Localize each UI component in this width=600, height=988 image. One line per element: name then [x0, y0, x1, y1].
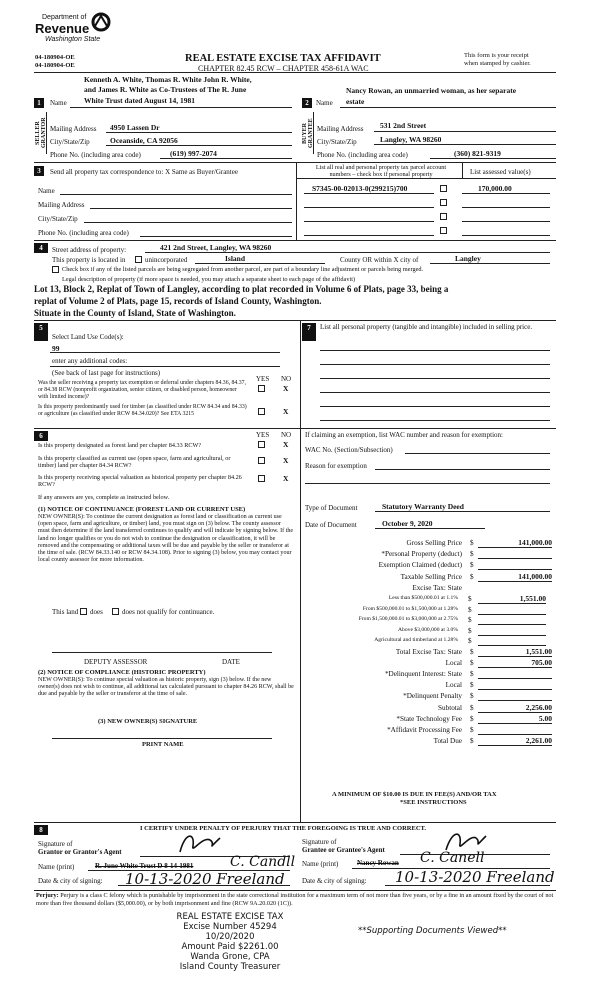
grantor-sig-label-1: Signature of	[38, 840, 73, 848]
see-instructions: *SEE INSTRUCTIONS	[400, 799, 467, 806]
see-back-note: (See back of last page for instructions)	[52, 369, 161, 377]
tax-row-line	[478, 558, 552, 559]
tax-row-label: *Delinquent Interest: State	[384, 669, 462, 678]
section-6-marker: 6	[34, 431, 48, 441]
tax-row-label: From $500,000.01 to $1,500,000 at 1.28%	[362, 605, 458, 612]
county-label: County OR within X city of	[340, 256, 419, 264]
grantee-date-city[interactable]: 10-13-2020 Freeland	[395, 868, 555, 886]
tax-row-line	[478, 603, 546, 604]
dollar-sign: $	[470, 681, 474, 690]
section-5-marker: 5	[34, 323, 48, 341]
seller-name-line2: and James R. White as Co-Trustees of The R. June	[84, 85, 247, 94]
tax-row-line	[478, 734, 552, 735]
buyer-phone-label: Phone No. (including area code)	[317, 151, 408, 159]
tax-row-label: Total Excise Tax: State	[395, 647, 462, 656]
s6-question-2: Is this property classified as current use (open space, farm and agricultural, or timber) land per chapter 84.34 RCW?	[38, 455, 231, 469]
buyer-city-label: City/State/Zip	[317, 138, 357, 146]
tax-row-value[interactable]: 2,256.00	[525, 702, 552, 712]
s5-q2-answer: X	[283, 407, 289, 416]
grantor-name[interactable]: R. June White Trust D 8-14-1981	[95, 862, 194, 870]
s5-question-1: Was the seller receiving a property tax exemption or deferral under chapters 84.36, 84.37, or 84.38 RCW (nonprofit organization, senior citizen, or disabled person, homeowner with limited income)?	[38, 380, 246, 400]
section-3-marker: 3	[34, 166, 44, 176]
s5-no-header: NO	[281, 375, 292, 383]
tax-row-value[interactable]: 141,000.00	[518, 571, 552, 581]
section-8-marker: 8	[34, 825, 48, 835]
buyer-side-label: BUYER GRANTEE	[302, 118, 314, 148]
parcel-header-1: List all real and personal property tax parcel account	[315, 164, 447, 171]
tax-row-label: *State Technology Fee	[396, 714, 462, 723]
certify-statement: I CERTIFY UNDER PENALTY OF PERJURY THAT THE FOREGOING IS TRUE AND CORRECT.	[140, 825, 427, 832]
segregated-checkbox[interactable]	[52, 266, 59, 273]
tax-row-label: Local	[445, 658, 462, 667]
dollar-sign: $	[470, 658, 474, 667]
seller-city[interactable]: Oceanside, CA 92056	[110, 136, 178, 145]
section-1-marker: 1	[34, 98, 44, 108]
doc-type[interactable]: Statutory Warranty Deed	[382, 502, 464, 511]
s6-no-header: NO	[281, 431, 292, 439]
notice-2-title: (2) NOTICE OF COMPLIANCE (HISTORIC PROPERTY)	[38, 669, 206, 676]
logo-line3: Washington State	[45, 36, 101, 43]
does-label: does	[90, 608, 103, 616]
parcel-checkbox-4[interactable]	[440, 227, 447, 234]
legal-line1: Lot 13, Block 2, Replat of Town of Langley, according to plat recorded in Volume 6 of Plats, page 33, being a	[34, 284, 449, 294]
assessed-value[interactable]: 170,000.00	[478, 184, 512, 193]
perjury-text: Perjury is a class C felony which is punishable by imprisonment in the state correctional institution for a maximum term of not more than five years, or by a fine in an amount fixed by the court of not more than five thousand dollars ($5,000.00), or by both imprisonment and fine (RCW 9A.20.020 (1C)).	[36, 892, 554, 907]
tax-row-line	[478, 614, 546, 615]
logo-line1: Department of	[42, 14, 87, 21]
property-street[interactable]: 421 2nd Street, Langley, WA 98260	[160, 243, 272, 252]
stamp-line3: 10/20/2020	[205, 932, 255, 942]
s5-q1-answer: X	[283, 384, 289, 393]
parcel-checkbox-3[interactable]	[440, 213, 447, 220]
tax-row-line	[478, 547, 552, 548]
buyer-city[interactable]: Langley, WA 98260	[380, 135, 442, 144]
grantor-name-handwritten: C. Candll	[230, 854, 296, 870]
tax-row-line	[478, 689, 552, 690]
tax-row-line	[478, 678, 552, 679]
dollar-sign: $	[470, 692, 474, 701]
s5-question-2: Is this property predominantly used for timber (as classified under RCW 84.34 and 84.33) or agriculture (as classified under RCW 84.34.020)? See ETA 3215	[38, 404, 247, 417]
segregated-text: Check box if any of the listed parcels are being segregated from another parcel, are part of a boundary line adjustment or parcels being merged.	[62, 266, 424, 273]
tax-row-line	[478, 624, 546, 625]
tax-row-label: Gross Selling Price	[406, 539, 462, 547]
tax-row-label: Subtotal	[438, 703, 462, 712]
tax-row-line	[478, 712, 552, 713]
s5-yes-header: YES	[256, 375, 270, 383]
seller-city-label: City/State/Zip	[50, 138, 90, 146]
s6-question-1: Is this property designated as forest land per chapter 84.33 RCW?	[38, 442, 202, 449]
s6-q3-yes-checkbox[interactable]	[258, 475, 265, 482]
dollar-sign: $	[468, 626, 472, 635]
date-label: DATE	[222, 658, 240, 666]
does-not-label: does not qualify for continuance.	[122, 608, 215, 616]
grantor-sig-label-2: Grantor or Grantor's Agent	[38, 848, 122, 856]
tax-row-label: Exemption Claimed (deduct)	[378, 561, 462, 570]
s3-mailing-label: Mailing Address	[38, 201, 85, 209]
dor-logo-icon	[91, 12, 111, 32]
logo-line2: Revenue	[35, 21, 90, 36]
legal-line2: replat of Volume 2 of Plats, page 15, records of Island County, Washington.	[34, 296, 322, 306]
receipt-note-2: when stamped by cashier.	[464, 60, 531, 67]
s6-q2-yes-checkbox[interactable]	[258, 457, 265, 464]
stamp-line6: Island County Treasurer	[179, 962, 281, 972]
tax-row-label: Above $3,000,000 at 3.0%	[398, 626, 458, 633]
tax-row-label: *Personal Property (deduct)	[381, 550, 462, 559]
dollar-sign: $	[470, 539, 474, 547]
tax-row-line	[478, 745, 552, 746]
additional-codes-label: enter any additional codes:	[52, 357, 128, 365]
revenue-logo	[35, 12, 115, 48]
tax-row-value[interactable]: 5.00	[538, 713, 552, 723]
s6-yes-header: YES	[256, 431, 270, 439]
seller-name-label: Name	[50, 99, 67, 107]
perjury-notice	[36, 892, 556, 908]
located-text: This property is located in	[52, 256, 126, 264]
stamp-line5: Wanda Grone, CPA	[190, 952, 270, 962]
grantee-date-label: Date & city of signing:	[302, 877, 367, 885]
tax-row-value[interactable]: 1,551.00	[519, 594, 546, 603]
tax-row-label: *Affidavit Processing Fee	[387, 725, 462, 734]
tax-row-label: Less than $500,000.01 at 1.1%	[388, 595, 458, 601]
assessed-header: List assessed value(s)	[470, 168, 531, 176]
stamp-line4: Amount Paid $2261.00	[181, 942, 279, 952]
grantee-sig-label-2: Grantee or Grantee's Agent	[302, 846, 385, 854]
section-4-marker: 4	[34, 243, 48, 253]
minimum-fee-note: A MINIMUM OF $10.00 IS DUE IN FEE(S) AND/OR TAX	[332, 791, 497, 798]
grantee-name[interactable]: Nancy Rowan	[357, 859, 399, 867]
grantor-date-city[interactable]: 10-13-2020 Freeland	[125, 870, 285, 888]
legal-line3: Situate in the County of Island, State of Washington.	[34, 308, 236, 318]
buyer-phone[interactable]: (360) 821-9319	[454, 149, 501, 158]
grantor-name-label: Name (print)	[38, 863, 75, 871]
land-use-label: Select Land Use Code(s):	[52, 333, 124, 341]
s3-city-label: City/State/Zip	[38, 215, 78, 223]
tax-row-value[interactable]: 2,261.00	[525, 736, 552, 746]
tax-row-line	[478, 723, 552, 724]
dollar-sign: $	[470, 669, 474, 678]
this-land-label: This land	[52, 608, 79, 616]
tax-row-label: Total Due	[433, 737, 462, 746]
street-label: Street address of property:	[52, 246, 127, 254]
s3-phone-label: Phone No. (including area code)	[38, 229, 129, 237]
form-subtitle: CHAPTER 82.45 RCW – CHAPTER 458-61A WAC	[198, 64, 369, 73]
seller-side-label: SELLER GRANTOR	[35, 117, 47, 149]
dollar-sign: $	[468, 605, 472, 614]
grantee-name-handwritten: C. Canell	[420, 850, 485, 866]
s6-q1-yes-checkbox[interactable]	[258, 441, 265, 448]
grantee-sig-label-1: Signature of	[302, 838, 337, 846]
seller-name-line1: Kenneth A. White, Thomas R. White John R. White,	[84, 75, 252, 84]
unincorporated-label: unincorporated	[145, 256, 188, 264]
supporting-docs-viewed: **Supporting Documents Viewed**	[358, 926, 507, 936]
new-owner-sig-label: (3) NEW OWNER(S) SIGNATURE	[98, 718, 198, 725]
tax-row-label: Taxable Selling Price	[400, 572, 462, 581]
buyer-name-line2: estate	[346, 97, 365, 106]
land-use-code[interactable]: 99	[52, 344, 60, 353]
receipt-note-1: This form is your receipt	[464, 52, 529, 59]
tax-row-line	[478, 581, 552, 582]
tax-row-line	[478, 700, 552, 701]
seller-mailing-label: Mailing Address	[50, 125, 97, 133]
buyer-mailing[interactable]: 531 2nd Street	[380, 121, 427, 130]
parcel-checkbox-1[interactable]	[440, 185, 447, 192]
wac-label: WAC No. (Section/Subsection)	[305, 446, 393, 454]
dollar-sign: $	[470, 703, 474, 712]
property-city[interactable]: Langley	[455, 254, 481, 263]
dollar-sign: $	[470, 714, 474, 723]
tax-row-label: Excise Tax: State	[412, 583, 462, 592]
treasurer-stamp	[150, 912, 310, 972]
deputy-assessor-label: DEPUTY ASSESSOR	[84, 658, 148, 666]
s6-q2-answer: X	[283, 456, 289, 465]
tax-row-label: Local	[445, 681, 462, 690]
does-checkbox[interactable]	[80, 608, 87, 615]
tax-row-label: Agricultural and timberland at 1.28%	[374, 637, 458, 643]
s6-q1-answer: X	[283, 440, 289, 449]
tax-row-line	[478, 656, 552, 657]
seller-mailing[interactable]: 4950 Lassen Dr	[110, 123, 160, 132]
personal-property-label: List all personal property (tangible and intangible) included in selling price.	[320, 323, 533, 331]
form-id-2: 04-180904-OE	[35, 62, 75, 69]
seller-phone-label: Phone No. (including area code)	[50, 151, 141, 159]
dollar-sign: $	[470, 725, 474, 734]
dollar-sign: $	[470, 572, 474, 581]
tax-row-label: From $1,500,000.01 to $3,000,000 at 2.75%	[358, 616, 458, 622]
doc-type-label: Type of Document	[305, 504, 358, 512]
perjury-label: Perjury:	[36, 892, 59, 899]
exemption-label: If claiming an exemption, list WAC number and reason for exemption:	[305, 431, 503, 439]
dollar-sign: $	[470, 647, 474, 656]
seller-phone[interactable]: (619) 997-2074	[170, 149, 217, 158]
s5-q2-yes-checkbox[interactable]	[258, 408, 265, 415]
dollar-sign: $	[470, 550, 474, 559]
tax-row-value[interactable]: 1,551.00	[525, 646, 552, 656]
unincorporated-checkbox[interactable]	[135, 256, 142, 263]
grantor-date-label: Date & city of signing:	[38, 877, 103, 885]
s5-q1-yes-checkbox[interactable]	[258, 385, 265, 392]
stamp-line2: Excise Number 45294	[183, 922, 277, 932]
grantee-name-label: Name (print)	[302, 860, 339, 868]
buyer-name-label: Name	[316, 99, 333, 107]
dollar-sign: $	[468, 616, 472, 624]
doc-date-label: Date of Document	[305, 521, 357, 529]
stamp-line1: REAL ESTATE EXCISE TAX	[176, 912, 284, 922]
does-not-checkbox[interactable]	[112, 608, 119, 615]
buyer-mailing-label: Mailing Address	[317, 125, 364, 133]
dollar-sign: $	[470, 561, 474, 570]
tax-row-line	[478, 635, 546, 636]
section-2-marker: 2	[302, 98, 312, 108]
print-name-label: PRINT NAME	[142, 741, 184, 748]
dollar-sign: $	[470, 737, 474, 746]
buyer-name-line1: Nancy Rowan, an unmarried woman, as her separate	[346, 86, 517, 95]
send-correspondence: Send all property tax correspondence to: X Same as Buyer/Grantee	[50, 168, 238, 176]
parcel-header-2: numbers – check box if personal property	[329, 171, 433, 178]
parcel-checkbox-2[interactable]	[440, 199, 447, 206]
grantor-signature[interactable]	[175, 832, 225, 861]
doc-date[interactable]: October 9, 2020	[382, 519, 433, 528]
reason-label: Reason for exemption	[305, 462, 367, 470]
s3-name-label: Name	[38, 187, 55, 195]
legal-text: Legal description of property (if more space is needed, you may attach a separate sheet to each page of the affidavit)	[62, 276, 356, 283]
s6-question-3: Is this property receiving special valuation as historical property per chapter 84.26 RCW?	[38, 474, 242, 488]
section-7-marker: 7	[302, 323, 316, 341]
tax-row-label: *Delinquent Penalty	[403, 692, 462, 701]
seller-name-line3: White Trust dated August 14, 1981	[84, 96, 195, 105]
form-title: REAL ESTATE EXCISE TAX AFFIDAVIT	[185, 53, 381, 64]
parcel-number[interactable]: S7345-00-02013-0(299215)700	[312, 184, 408, 193]
dollar-sign: $	[468, 637, 472, 645]
tax-row-value[interactable]: 141,000.00	[518, 538, 552, 547]
notice-2-text: NEW OWNER(S): To continue special valuation as historic property, sign (3) below. If the new owner(s) does not wish to continue, all additional tax calculated pursuant to chapter 84.26 RCW, shall be due and payable by the seller or transferor at the time of sale.	[38, 677, 294, 698]
tax-row-line	[478, 569, 552, 570]
s6-q3-answer: X	[283, 474, 289, 483]
property-county[interactable]: Island	[225, 254, 246, 263]
tax-row-value[interactable]: 705.00	[531, 657, 552, 667]
notice-1-title: (1) NOTICE OF CONTINUANCE (FOREST LAND OR CURRENT USE)	[38, 506, 246, 513]
form-id-1: 04-180904-OE	[35, 54, 75, 61]
tax-row-line	[478, 667, 552, 668]
any-yes-note: If any answers are yes, complete as instructed below.	[38, 494, 170, 501]
notice-1-text: NEW OWNER(S): To continue the current designation as forest land or classification as current use (open space, farm and agriculture, or timber) land, you must sign on (3) below. The county assessor must then determine if the land transferred continues to qualify and will indicate by signing below. If the land no longer qualifies or you do not wish to continue the designation or classification, it will be removed and the compensating or additional taxes will be due and payable by the seller or transferor at the time of sale. (RCW 84.33.140 or RCW 84.34.108). Prior to signing (3) below, you may contact your local county assessor for more information.	[38, 514, 294, 564]
dollar-sign: $	[468, 595, 472, 603]
